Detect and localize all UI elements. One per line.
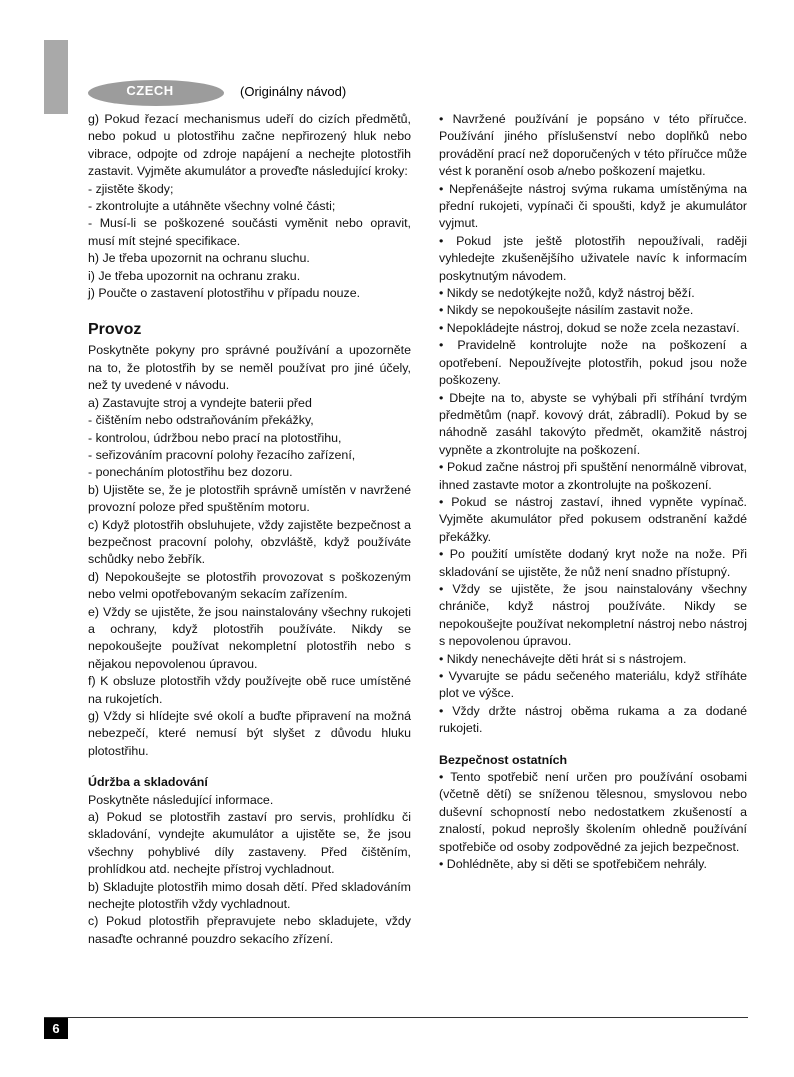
bullet-item: • Vyvarujte se pádu sečeného materiálu, když stříháte plot ve výšce. <box>439 669 747 701</box>
bullet-item: • Dbejte na to, abyste se vyhýbali při stříhání tvrdým předmětům (např. kovový drát, zábradlí). Pokud by se náhodně zasáhl takovýto předmět, okamžitě nástroj vypněte a zkontrolujte na poškození. <box>439 390 747 457</box>
paragraph: - kontrolou, údržbou nebo prací na plotostřihu, <box>88 430 342 445</box>
bullet-item: • Pokud se nástroj zastaví, ihned vypněte vypínač. Vyjměte akumulátor před pokusem odstranění každé překážky. <box>439 494 747 544</box>
original-manual-subtitle: (Originálny návod) <box>240 84 347 99</box>
left-column <box>88 111 411 948</box>
bullet-item: • Navržené používání je popsáno v této příručce. Používání jiného příslušenství nebo doplňků nebo provádění prací než doporučených v této příručce může vést k poranění osob a/nebo poškození majetku. <box>439 112 747 179</box>
paragraph: j) Poučte o zastavení plotostřihu v případu nouze. <box>88 286 361 301</box>
paragraph: f) K obsluze plotostřih vždy používejte obě ruce umístěné na rukojetích. <box>88 674 411 706</box>
right-column <box>439 111 747 873</box>
bullet-item: • Nikdy se nepokoušejte násilím zastavit nože. <box>439 303 694 318</box>
paragraph: i) Je třeba upozornit na ochranu zraku. <box>88 268 301 283</box>
paragraph: h) Je třeba upozornit na ochranu sluchu. <box>88 251 310 266</box>
paragraph: a) Zastavujte stroj a vyndejte baterii před <box>88 395 312 410</box>
bullet-item: • Pokud jste ještě plotostřih nepoužívali, raději vyhledejte zkušenějšího uživatele navíc k informacím poskytnutým návodem. <box>439 233 747 283</box>
paragraph: a) Pokud se plotostřih zastaví pro servis, prohlídku či skladování, vyndejte akumulátor a ujistěte se, že jsou všechny pohyblivé díly zastaveny. Před čištěním, prohlídkou atd. nechejte přístroj vychladnout. <box>88 810 411 877</box>
bullet-item: • Nepokládejte nástroj, dokud se nože zcela nezastaví. <box>439 320 740 335</box>
footer-divider <box>44 1017 748 1018</box>
paragraph: - seřizováním pracovní polohy řezacího zařízení, <box>88 447 356 462</box>
paragraph: g) Pokud řezací mechanismus udeří do cizích předmětů, nebo pokud u plotostřihu začne nepřirozený hluk nebo vibrace, odpojte od zdroje napájení a nechejte plotostřih zastavit. Vyjměte akumulátor a proveďte následující kroky: <box>88 112 411 179</box>
paragraph: - Musí-li se poškozené součásti vyměnit nebo opravit, musí mít stejné specifikace. <box>88 216 411 248</box>
paragraph: - ponecháním plotostřihu bez dozoru. <box>88 465 293 480</box>
bullet-item: • Nepřenášejte nástroj svýma rukama umístěnýma na přední rukojeti, vypínači či spoušti, když je akumulátor vyjmut. <box>439 181 747 231</box>
language-label: CZECH <box>126 83 174 98</box>
paragraph: Poskytněte pokyny pro správné používání a upozorněte na to, že plotostřih by se neměl používat pro jiné účely, než ty uvedené v návodu. <box>88 343 411 393</box>
section-heading-provoz: Provoz <box>88 321 142 339</box>
language-badge <box>88 80 224 106</box>
bullet-item: • Vždy se ujistěte, že jsou nainstalovány všechny chrániče, když nástroj používáte. Nikdy se nepokoušejte používat nekompletní nástroj nebo nástroj s nepovolenou úpravou. <box>439 581 747 649</box>
bullet-item: • Tento spotřebič není určen pro používání osobami (včetně dětí) se sníženou tělesnou, smyslovou nebo duševní schopností nebo nedostatkem zkušeností a znalostí, pokud neprošly školením ohledně používání spotřebiče od osoby zodpovědné za jejich bezpečnost. <box>439 770 747 854</box>
bullet-item: • Pokud začne nástroj při spuštění nenormálně vibrovat, ihned zastavte motor a zkontrolujte na poškození. <box>439 460 747 492</box>
section-heading-maintenance: Údržba a skladování <box>88 775 208 790</box>
paragraph: b) Ujistěte se, že je plotostřih správně umístěn v navržené provozní poloze před spuštěním motoru. <box>88 482 411 515</box>
paragraph: Poskytněte následující informace. <box>88 792 274 807</box>
paragraph: c) Pokud plotostřih přepravujete nebo skladujete, vždy nasaďte ochranné pouzdro sekacího zřízení. <box>88 914 411 946</box>
section-heading-others-safety: Bezpečnost ostatních <box>439 752 568 767</box>
side-tab-marker <box>44 40 68 114</box>
paragraph: e) Vždy se ujistěte, že jsou nainstalovány všechny rukojeti a ochrany, když plotostřih používáte. Nikdy se nepokoušejte používat nekompletní plotostřih nebo s nějakou nepovolenou úpravou. <box>88 604 411 671</box>
bullet-item: • Nikdy se nedotýkejte nožů, když nástroj běží. <box>439 286 695 301</box>
paragraph: - zkontrolujte a utáhněte všechny volné části; <box>88 199 336 214</box>
paragraph: - čištěním nebo odstraňováním překážky, <box>88 413 314 428</box>
paragraph: b) Skladujte plotostřih mimo dosah dětí. Před skladováním nechejte plotostřih vždy vychladnout. <box>88 879 411 912</box>
paragraph: g) Vždy si hlídejte své okolí a buďte připravení na možná nebezpečí, které nemusí být slyšet z důvodu hluku plotostřihu. <box>88 709 411 758</box>
paragraph: c) Když plotostřih obsluhujete, vždy zajistěte bezpečnost a bezpečnost pracovní polohy, obzvláště, když používáte schůdky nebo žebřík. <box>88 517 411 567</box>
paragraph: - zjistěte škody; <box>88 181 174 196</box>
bullet-item: • Pravidelně kontrolujte nože na poškození a opotřebení. Nepoužívejte plotostřih, pokud jsou nože poškozeny. <box>439 338 747 388</box>
bullet-item: • Po použití umístěte dodaný kryt nože na nože. Při skladování se ujistěte, že nůž není snadno přístupný. <box>439 547 747 579</box>
bullet-item: • Vždy držte nástroj oběma rukama a za dodané rukojeti. <box>439 703 747 736</box>
page-number: 6 <box>44 1018 68 1039</box>
bullet-item: • Nikdy nenechávejte děti hrát si s nástrojem. <box>439 651 687 666</box>
bullet-item: • Dohlédněte, aby si děti se spotřebičem nehrály. <box>439 857 707 872</box>
paragraph: d) Nepokoušejte se plotostřih provozovat s poškozeným nebo velmi opotřebovaným sekacím zařízením. <box>88 569 411 602</box>
